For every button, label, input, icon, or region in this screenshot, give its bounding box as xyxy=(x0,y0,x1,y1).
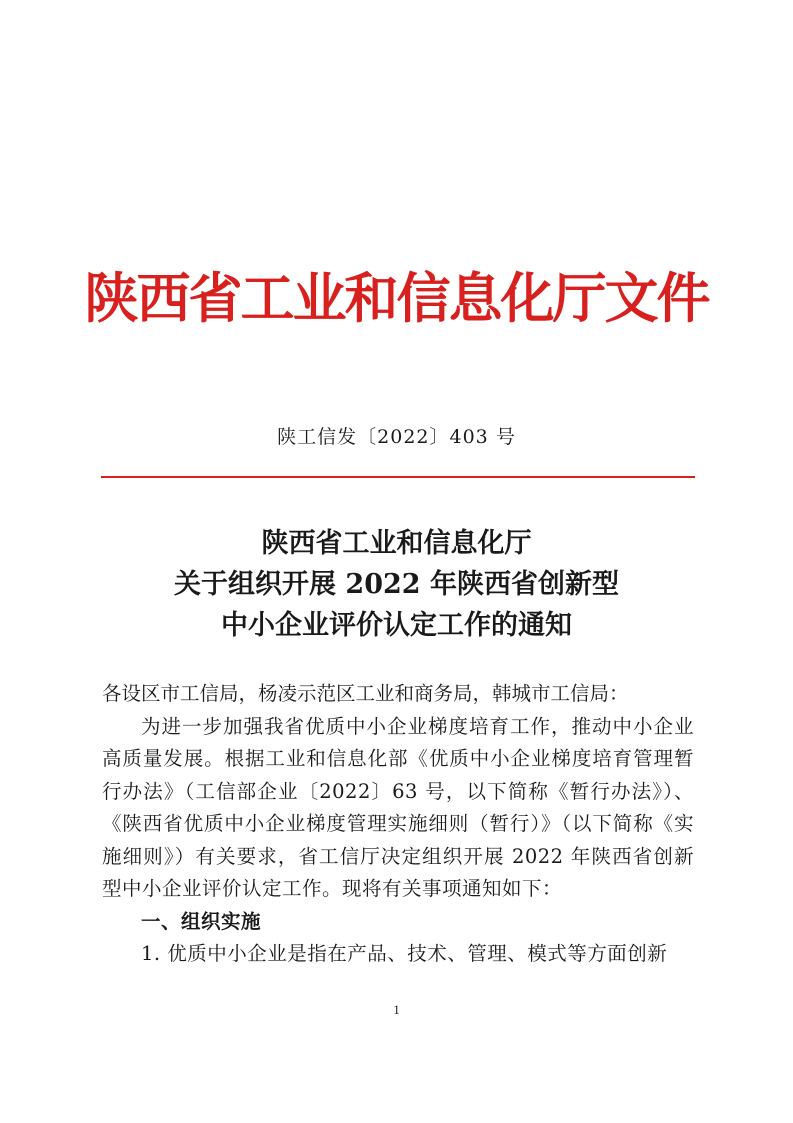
notice-title-line-1: 陕西省工业和信息化厅 xyxy=(261,528,532,559)
body-paragraph-1: 为进一步加强我省优质中小企业梯度培育工作，推动中小企业高质量发展。根据工业和信息化部《优质中小企业梯度培育管理暂行办法》（工信部企业〔2022〕63 号，以下简称《暂行办法》）、《陕西省优质中小企业梯度管理实施细则（暂行）》（以下简称《实施细则》）有关要求，省工信厅决定组织开展 2022 年陕西省创新型中小企业评价认定工作。现将有关事项通知如下： xyxy=(102,714,694,900)
document-body xyxy=(102,678,694,971)
notice-title-line-2: 关于组织开展 2022 年陕西省创新型 xyxy=(174,569,619,600)
list-item-1: 1. 优质中小企业是指在产品、技术、管理、模式等方面创新 xyxy=(141,942,668,965)
salutation: 各设区市工信局，杨凌示范区工业和商务局，韩城市工信局： xyxy=(102,682,629,705)
notice-title xyxy=(0,523,793,646)
section-heading-1: 一、组织实施 xyxy=(141,909,262,933)
document-number: 陕工信发〔2022〕403 号 xyxy=(277,426,516,448)
notice-title-line-3: 中小企业评价认定工作的通知 xyxy=(221,610,572,641)
issuer-header-title: 陕西省工业和信息化厅文件 xyxy=(84,266,709,330)
page-number: 1 xyxy=(393,1002,400,1017)
red-divider-line xyxy=(101,476,695,478)
